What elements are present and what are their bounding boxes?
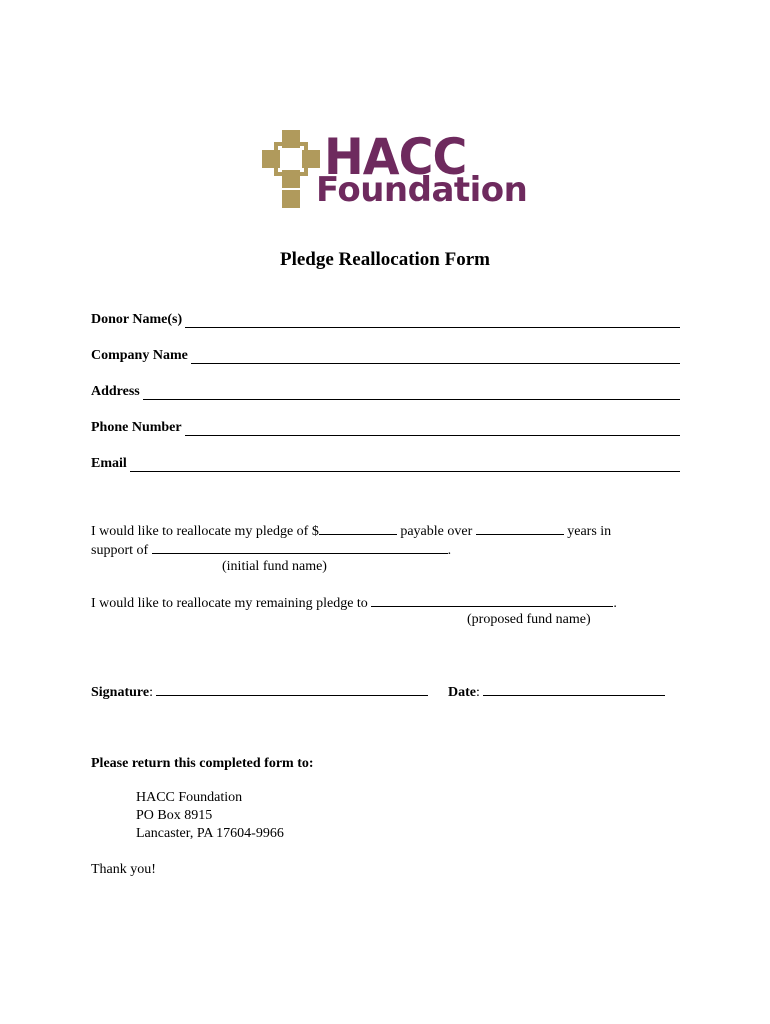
phone-number-line[interactable] (185, 421, 680, 436)
date-row: Date: (448, 683, 665, 701)
hacc-foundation-logo (258, 126, 528, 216)
donor-name-line[interactable] (185, 313, 680, 328)
period-2: . (613, 596, 617, 611)
address-label: Address (91, 384, 140, 399)
address-field[interactable] (91, 380, 680, 400)
company-name-field[interactable] (91, 344, 680, 364)
thank-you-text: Thank you! (91, 862, 156, 877)
email-line[interactable] (130, 457, 680, 472)
pledge-line-1 (91, 522, 611, 540)
logo-hacc-text: HACC (324, 128, 467, 186)
signature-row: Signature: (91, 683, 428, 701)
company-name-label: Company Name (91, 348, 188, 363)
proposed-fund-caption: (proposed fund name) (467, 612, 591, 627)
return-address-line-2: PO Box 8915 (136, 808, 213, 823)
initial-fund-blank[interactable] (152, 541, 448, 554)
pledge-text-b: payable over (396, 524, 476, 539)
logo-foundation-text: Foundation (316, 170, 528, 210)
remaining-text: I would like to reallocate my remaining pledge to (91, 596, 372, 611)
email-field[interactable] (91, 452, 680, 472)
date-label: Date (448, 685, 476, 700)
support-of-text: support of (91, 543, 152, 558)
pledge-text-c: years in (563, 524, 612, 539)
pledge-years-blank[interactable] (476, 522, 564, 535)
pledge-line-2 (91, 541, 451, 559)
phone-number-label: Phone Number (91, 420, 182, 435)
period-1: . (447, 543, 452, 558)
return-address-line-3: Lancaster, PA 17604-9966 (136, 826, 284, 841)
return-heading: Please return this completed form to: (91, 756, 314, 771)
donor-name-field[interactable] (91, 308, 680, 328)
return-address-line-1: HACC Foundation (136, 790, 243, 805)
remaining-pledge-line (91, 594, 617, 612)
email-label: Email (91, 456, 127, 471)
date-blank[interactable] (483, 683, 665, 696)
proposed-fund-blank[interactable] (371, 594, 613, 607)
form-title: Pledge Reallocation Form (279, 249, 490, 270)
initial-fund-caption: (initial fund name) (222, 559, 327, 574)
pledge-text-a: I would like to reallocate my pledge of $ (91, 524, 319, 539)
company-name-line[interactable] (191, 349, 680, 364)
signature-blank[interactable] (156, 683, 428, 696)
phone-number-field[interactable] (91, 416, 680, 436)
donor-name-label: Donor Name(s) (91, 312, 183, 327)
address-line[interactable] (143, 385, 680, 400)
pledge-amount-blank[interactable] (319, 522, 397, 535)
signature-label: Signature (91, 685, 150, 700)
